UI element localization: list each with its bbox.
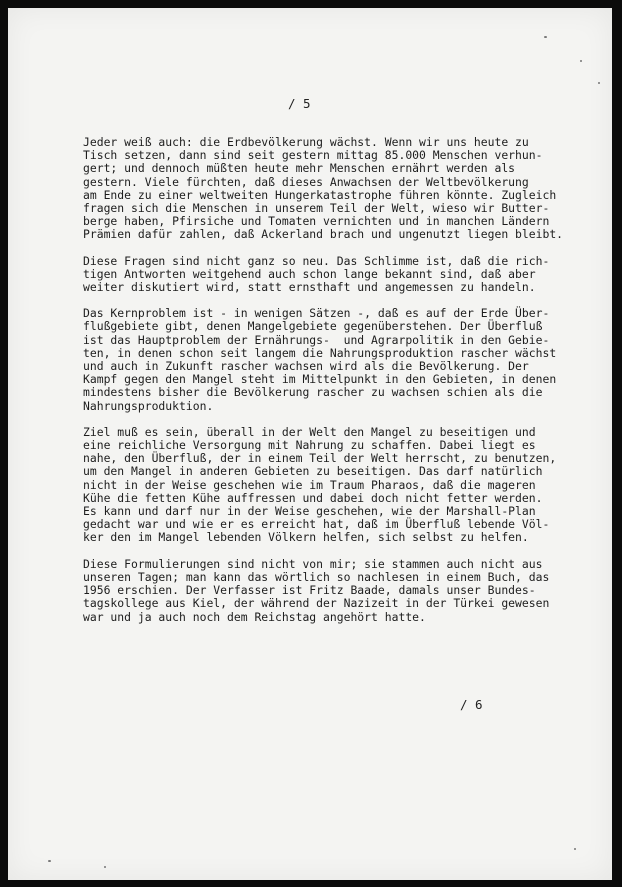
text-line: berge haben, Pfirsiche und Tomaten vernichten und in manchen Ländern: [83, 214, 550, 229]
text-line: nahe, den Überfluß, der in einem Teil der Welt herrscht, zu benutzen,: [83, 451, 557, 466]
paragraph: [83, 307, 595, 413]
text-line: gedacht war und wie er es erreicht hat, daß im Überfluß lebende Völ-: [83, 517, 550, 532]
text-line: ist das Hauptproblem der Ernährungs- und Agrarpolitik in den Gebie-: [83, 332, 550, 347]
text-line: flußgebiete gibt, denen Mangelgebiete gegenüberstehen. Der Überfluß: [83, 319, 543, 334]
text-line: um den Mangel in anderen Gebieten zu beseitigen. Das darf natürlich: [83, 464, 543, 479]
text-line: nicht in der Weise geschehen wie im Traum Pharaos, daß die mageren: [83, 477, 536, 492]
text-line: unseren Tagen; man kann das wörtlich so nachlesen in einem Buch, das: [83, 569, 550, 584]
scan-speck: [580, 60, 582, 62]
scan-speck: [48, 860, 51, 862]
text-line: am Ende zu einer weltweiten Hungerkatastrophe führen könnte. Zugleich: [83, 187, 557, 202]
text-line: ten, in denen schon seit langem die Nahrungsproduktion rascher wächst: [83, 345, 557, 360]
page-number: / 5: [288, 96, 311, 111]
next-page-marker: / 6: [460, 697, 483, 712]
text-line: und auch in Zukunft rascher wachsen wird als die Bevölkerung. Der: [83, 359, 529, 374]
text-line: weiter diskutiert wird, statt ernsthaft und angemessen zu handeln.: [83, 280, 536, 295]
paragraph: [83, 558, 595, 624]
text-line: tagskollege aus Kiel, der während der Nazizeit in der Türkei gewesen: [83, 596, 550, 611]
scan-speck: [574, 848, 576, 850]
text-line: Jeder weiß auch: die Erdbevölkerung wächst. Wenn wir uns heute zu: [83, 135, 529, 149]
scan-speck: [598, 82, 600, 84]
document-body: [83, 136, 595, 637]
scan-speck: [544, 36, 547, 38]
text-line: Kampf gegen den Mangel steht im Mittelpunkt in den Gebieten, in denen: [83, 372, 557, 387]
text-line: gert; und dennoch müßten heute mehr Menschen ernährt werden als: [83, 161, 516, 176]
text-line: ker den im Mangel lebenden Völkern helfen, sich selbst zu helfen.: [83, 530, 529, 545]
text-line: Tisch setzen, dann sind seit gestern mittag 85.000 Menschen verhun-: [83, 148, 543, 163]
paragraph: [83, 255, 595, 295]
text-line: war und ja auch noch dem Reichstag angehört hatte.: [83, 609, 426, 624]
text-line: Prämien dafür zahlen, daß Ackerland brach und ungenutzt liegen bleibt.: [83, 227, 564, 242]
text-line: fragen sich die Menschen in unserem Teil der Welt, wieso wir Butter-: [83, 201, 550, 216]
text-line: Es kann und darf nur in der Weise geschehen, wie der Marshall-Plan: [83, 504, 536, 519]
text-line: Kühe die fetten Kühe auffressen und dabei doch nicht fetter werden.: [83, 490, 543, 505]
text-line: gestern. Viele fürchten, daß dieses Anwachsen der Weltbevölkerung: [83, 174, 529, 189]
text-line: Diese Fragen sind nicht ganz so neu. Das Schlimme ist, daß die rich-: [83, 253, 550, 268]
text-line: Nahrungsproduktion.: [83, 398, 214, 413]
scan-speck: [104, 866, 106, 868]
paragraph: [83, 136, 595, 242]
text-line: eine reichliche Versorgung mit Nahrung zu schaffen. Dabei liegt es: [83, 438, 536, 453]
text-line: mindestens bisher die Bevölkerung rascher zu wachsen schien als die: [83, 385, 543, 400]
document-page: [8, 8, 612, 880]
paragraph: [83, 426, 595, 545]
text-line: Ziel muß es sein, überall in der Welt den Mangel zu beseitigen und: [83, 424, 536, 439]
text-line: Das Kernproblem ist - in wenigen Sätzen -, daß es auf der Erde Über-: [83, 306, 550, 321]
text-line: tigen Antworten weitgehend auch schon lange bekannt sind, daß aber: [83, 266, 536, 281]
text-line: Diese Formulierungen sind nicht von mir; sie stammen auch nicht aus: [83, 556, 543, 571]
text-line: 1956 erschien. Der Verfasser ist Fritz Baade, damals unser Bundes-: [83, 583, 536, 598]
